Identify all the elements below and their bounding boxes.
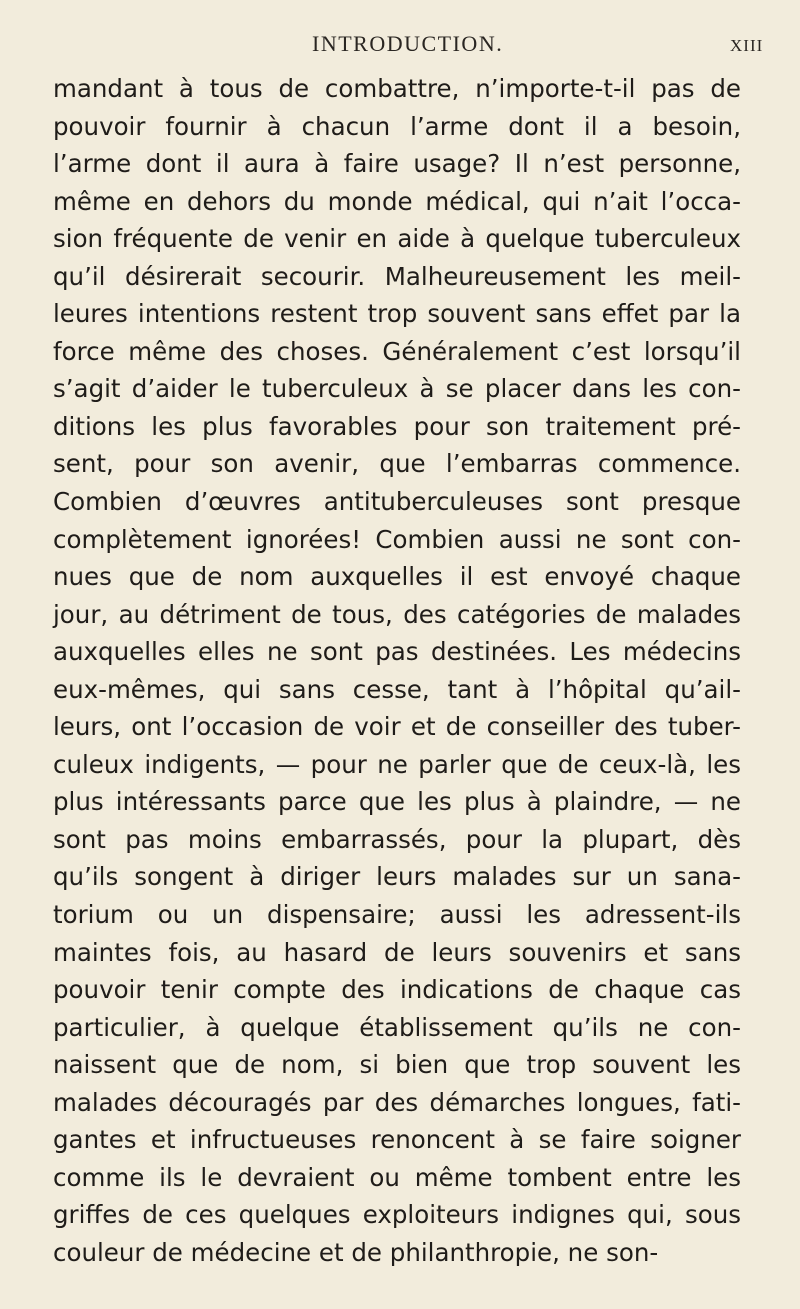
- text-line: malades découragés par des démarches longues, fati-: [53, 1087, 741, 1117]
- text-line: auxquelles elles ne sont pas destinées. Les médecins: [53, 637, 741, 667]
- text-line: gantes et infructueuses renoncent à se faire soigner: [53, 1125, 741, 1155]
- text-line: couleur de médecine et de philanthropie, ne son-: [53, 1237, 659, 1267]
- text-line: leurs, ont l’occasion de voir et de conseiller des tuber-: [53, 712, 741, 742]
- text-line: griffes de ces quelques exploiteurs indignes qui, sous: [53, 1200, 741, 1230]
- text-line: l’arme dont il aura à faire usage? Il n’est personne,: [53, 149, 741, 179]
- running-head: [0, 12, 800, 56]
- text-line: qu’ils songent à diriger leurs malades sur un sana-: [53, 862, 741, 892]
- text-line: complètement ignorées! Combien aussi ne sont con-: [53, 524, 741, 554]
- text-line: nues que de nom auxquelles il est envoyé chaque: [53, 562, 741, 592]
- text-line: pouvoir fournir à chacun l’arme dont il a besoin,: [53, 111, 741, 141]
- page-number: XIII: [730, 36, 764, 55]
- text-line: sent, pour son avenir, que l’embarras commence.: [53, 449, 741, 479]
- text-line: sont pas moins embarrassés, pour la plupart, dès: [53, 824, 741, 854]
- text-line: mandant à tous de combattre, n’importe-t-il pas de: [53, 74, 741, 103]
- text-line: leures intentions restent trop souvent sans effet par la: [53, 299, 741, 329]
- text-line: maintes fois, au hasard de leurs souvenirs et sans: [53, 937, 741, 967]
- text-line: torium ou un dispensaire; aussi les adressent-ils: [53, 900, 741, 930]
- text-line: ditions les plus favorables pour son traitement pré-: [53, 411, 741, 441]
- text-line: naissent que de nom, si bien que trop souvent les: [53, 1050, 741, 1080]
- text-line: force même des choses. Généralement c’est lorsqu’il: [53, 336, 741, 366]
- text-line: jour, au détriment de tous, des catégories de malades: [53, 599, 741, 629]
- text-line: pouvoir tenir compte des indications de chaque cas: [53, 975, 741, 1005]
- text-line: même en dehors du monde médical, qui n’ait l’occa-: [53, 186, 741, 216]
- text-line: qu’il désirerait secourir. Malheureusement les meil-: [53, 261, 741, 291]
- body-text: [53, 70, 741, 1272]
- text-line: Combien d’œuvres antituberculeuses sont presque: [53, 487, 741, 517]
- text-line: culeux indigents, — pour ne parler que de ceux-là, les: [53, 749, 741, 779]
- text-line: s’agit d’aider le tuberculeux à se placer dans les con-: [53, 374, 741, 404]
- text-line: comme ils le devraient ou même tombent entre les: [53, 1162, 741, 1192]
- text-line: eux-mêmes, qui sans cesse, tant à l’hôpital qu’ail-: [53, 674, 741, 704]
- text-line: particulier, à quelque établissement qu’ils ne con-: [53, 1012, 741, 1042]
- text-line: plus intéressants parce que les plus à plaindre, — ne: [53, 787, 741, 817]
- running-head-title: INTRODUCTION.: [312, 31, 504, 56]
- text-line: sion fréquente de venir en aide à quelque tuberculeux: [53, 224, 741, 254]
